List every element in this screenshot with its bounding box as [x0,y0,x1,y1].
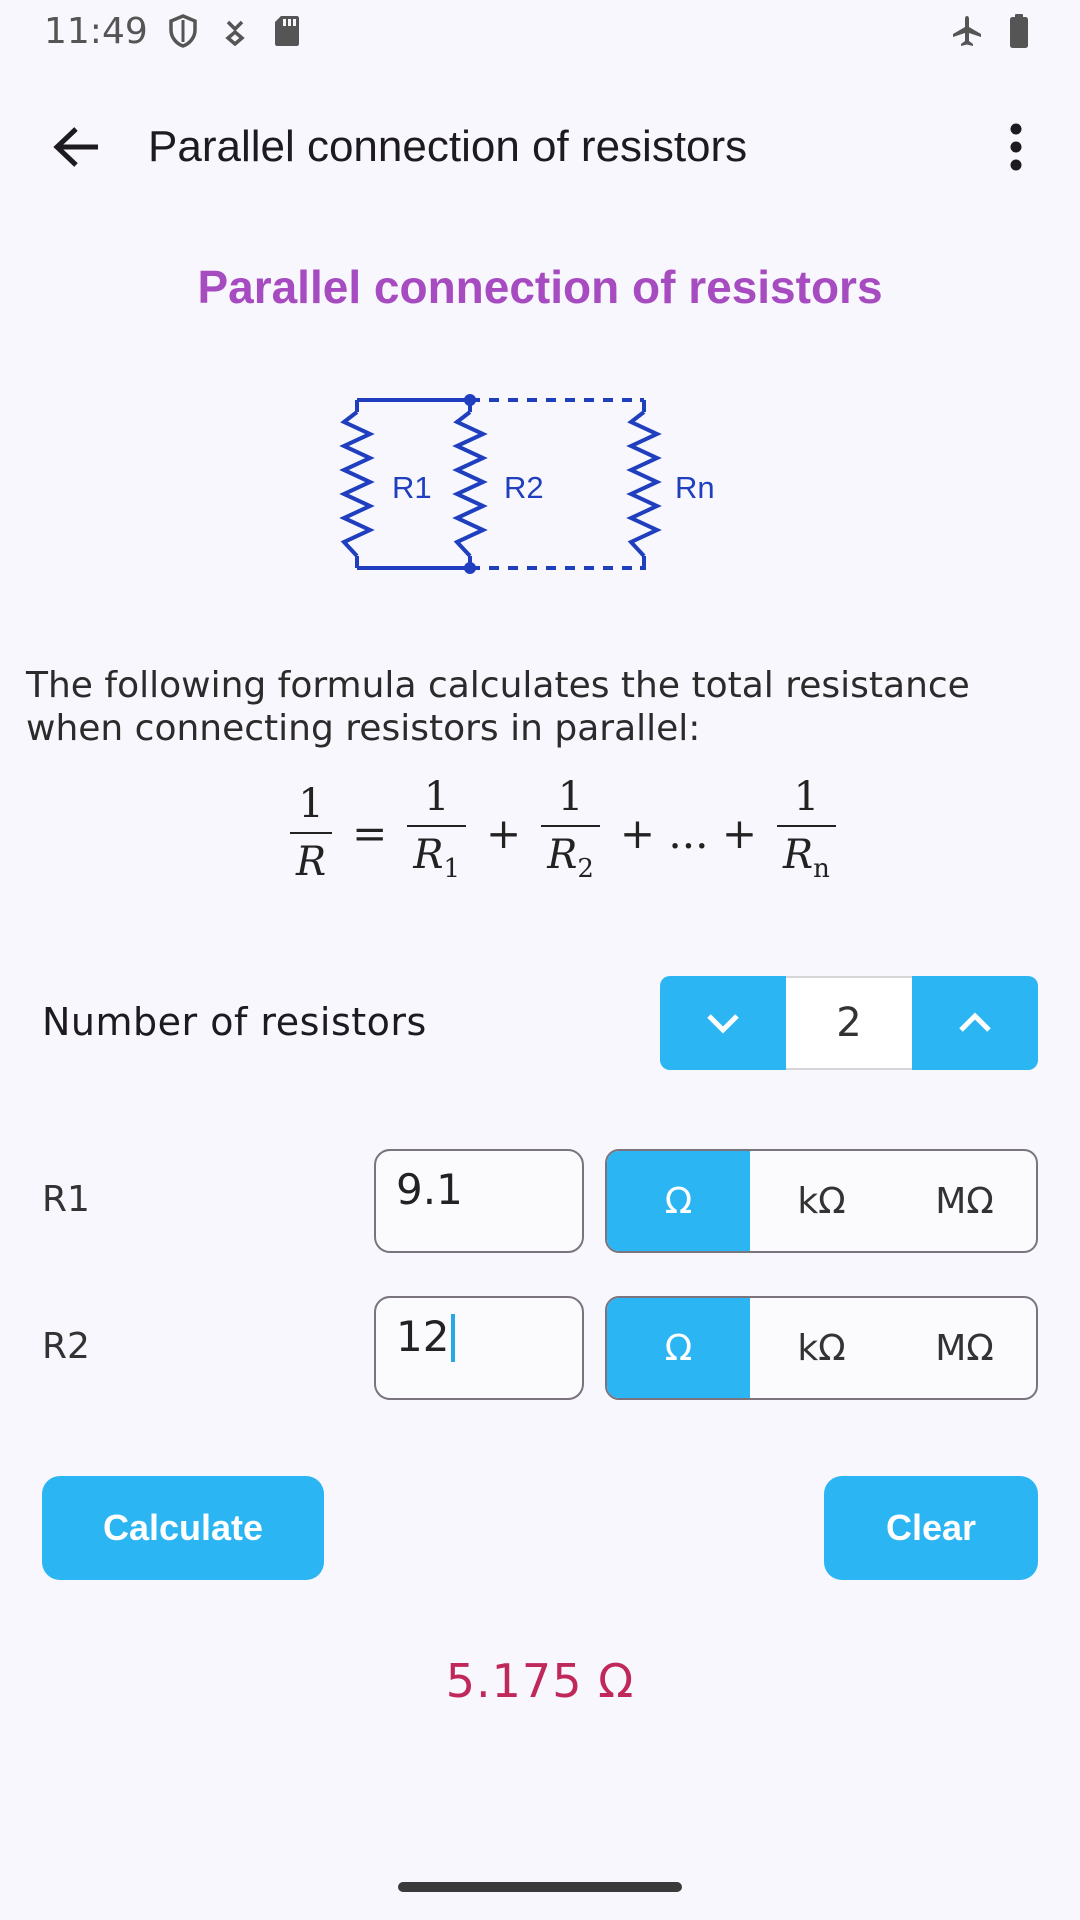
resistor-row-r1 [0,1149,1080,1253]
formula-term-n [777,775,836,891]
result-value: 5.175 Ω [445,1654,635,1708]
battery-icon [1002,14,1036,48]
home-indicator[interactable] [398,1882,682,1892]
formula-term-1-denominator [407,825,466,891]
resistor-input-r1[interactable] [374,1149,584,1253]
resistor-count-row [0,976,1080,1070]
shield-icon [166,14,200,48]
arrow-back-icon [52,125,100,169]
formula-equals: = [352,808,388,858]
status-right [950,14,1036,48]
sd-card-icon [270,14,304,48]
resistor-count-label: Number of resistors [42,1000,427,1044]
unit-ohm-r1[interactable]: Ω [607,1151,750,1251]
formula-term-1-numerator: 1 [423,774,450,820]
circuit-label-r1: R1 [392,470,432,505]
download-icon [218,14,252,48]
resistor-count-stepper [660,976,1038,1070]
more-vert-icon [1008,123,1024,171]
formula-term-n-subscript: n [813,854,830,884]
formula-plus: + [486,808,522,858]
formula-term-1-symbol: R [413,832,444,878]
circuit-label-r2: R2 [504,470,544,505]
status-time: 11:49 [44,10,148,52]
formula-term-n-denominator [777,825,836,891]
formula-term-n-numerator: 1 [793,774,820,820]
unit-selector-r1 [605,1149,1038,1253]
parallel-circuit-diagram [330,384,730,584]
formula-term-1-subscript: 1 [443,854,460,884]
back-button[interactable] [26,97,126,197]
resistor-label-r1: R1 [42,1179,90,1220]
formula-description: The following formula calculates the total resistance when connecting resistors in parallel: [26,665,970,749]
section-title: Parallel connection of resistors [197,261,883,313]
formula-ellipsis: + ... + [619,808,758,858]
app-bar [0,90,1080,204]
unit-megaohm-r2[interactable]: MΩ [935,1327,994,1369]
formula-term-2-symbol: R [547,832,578,878]
formula-term-2 [541,775,600,891]
formula-term-n-symbol: R [783,832,814,878]
decrease-count-button[interactable] [660,976,786,1070]
clear-button[interactable]: Clear [824,1476,1038,1580]
formula-lhs-denominator: R [290,832,332,884]
more-options-button[interactable] [976,97,1056,197]
circuit-label-rn: Rn [675,470,715,505]
unit-megaohm-r1[interactable]: MΩ [935,1180,994,1222]
resistor-row-r2 [0,1296,1080,1400]
status-bar [0,0,1080,62]
status-left [44,11,304,52]
airplane-icon [950,14,984,48]
chevron-down-icon [706,1012,740,1034]
resistor-input-r2[interactable] [374,1296,584,1400]
resistor-label-r2: R2 [42,1326,90,1367]
formula-term-2-numerator: 1 [557,774,584,820]
chevron-up-icon [958,1012,992,1034]
formula-lhs-numerator: 1 [298,781,324,827]
unit-ohm-r2[interactable]: Ω [607,1298,750,1398]
text-cursor [451,1314,455,1362]
formula-term-1 [407,775,466,891]
formula-term-2-subscript: 2 [577,854,594,884]
resistor-value-r2: 12 [396,1312,450,1361]
formula-term-2-denominator [541,825,600,891]
unit-kiloohm-r1[interactable]: kΩ [797,1180,846,1222]
calculate-button[interactable]: Calculate [42,1476,324,1580]
resistor-count-value[interactable]: 2 [786,976,912,1070]
formula-lhs [290,782,332,884]
unit-kiloohm-r2[interactable]: kΩ [797,1327,846,1369]
app-bar-title: Parallel connection of resistors [148,122,748,171]
resistor-value-r1: 9.1 [396,1165,463,1214]
unit-selector-r2 [605,1296,1038,1400]
increase-count-button[interactable] [912,976,1038,1070]
parallel-resistance-formula [290,774,836,888]
